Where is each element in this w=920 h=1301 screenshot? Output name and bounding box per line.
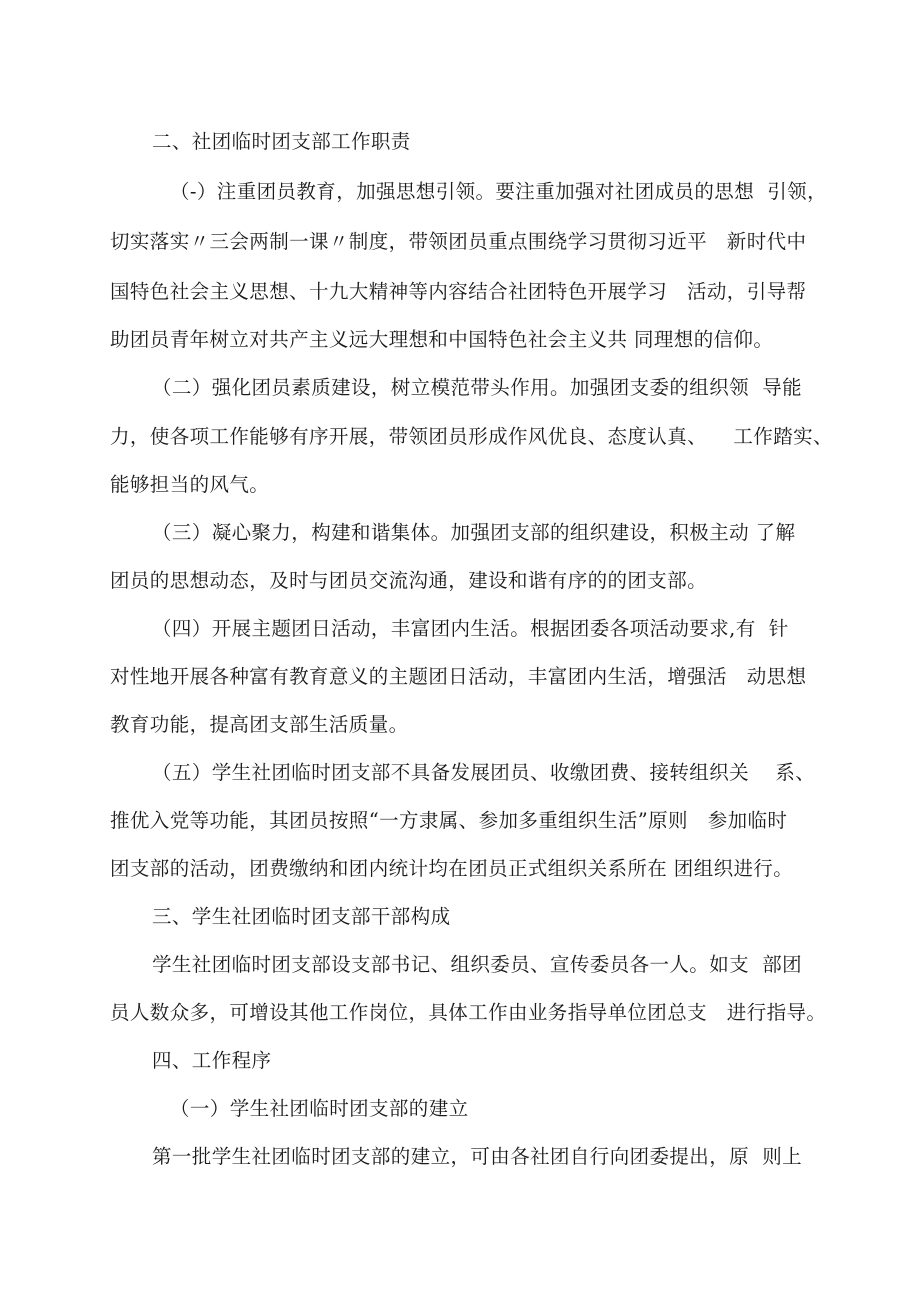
section-heading: 三、学生社团临时团支部干部构成 — [152, 905, 451, 928]
paragraph-line: 能够担当的风气。 — [110, 473, 270, 496]
paragraph-line: 力，使各项工作能够有序开展，带领团员形成作风优良、态度认真、 工作踏实、 — [110, 425, 833, 448]
section-heading: 二、社团临时团支部工作职责 — [152, 130, 411, 153]
paragraph-line: 学生社团临时团支部设支部书记、组织委员、宣传委员各一人。如支 部团 — [152, 953, 802, 976]
paragraph-line: 团支部的活动，团费缴纳和团内统计均在团员正式组织关系所在 团组织进行。 — [110, 857, 794, 880]
paragraph-line: （五）学生社团临时团支部不具备发展团员、收缴团费、接转组织关 系、 — [152, 761, 816, 784]
paragraph-line: 团员的思想动态，及时与团员交流沟通，建设和谐有序的的团支部。 — [110, 569, 708, 592]
paragraph-line: 教育功能，提高团支部生活质量。 — [110, 713, 409, 736]
paragraph-line: 第一批学生社团临时团支部的建立，可由各社团自行向团委提出，原 则上 — [152, 1145, 802, 1168]
paragraph-line: （四）开展主题团日活动，丰富团内生活。根据团委各项活动要求,有 针 — [152, 617, 789, 640]
paragraph-line: 对性地开展各种富有教育意义的主题团日活动，丰富团内生活，增强活 动思想 — [110, 665, 807, 688]
section-heading: 四、工作程序 — [152, 1049, 272, 1072]
paragraph-line: （三）凝心聚力，构建和谐集体。加强团支部的组织建设，积极主动 了解 — [152, 521, 796, 544]
paragraph-line: （二）强化团员素质建设，树立模范带头作用。加强团支委的组织领 导能 — [152, 376, 802, 399]
paragraph-line: 助团员青年树立对共产主义远大理想和中国特色社会主义共 同理想的信仰。 — [110, 328, 774, 351]
paragraph-line: （-）注重团员教育，加强思想引领。要注重加强对社团成员的思想 引领， — [170, 180, 827, 203]
subsection-heading: （一）学生社团临时团支部的建立 — [170, 1097, 469, 1120]
paragraph-line: 员人数众多，可增设其他工作岗位，具体工作由业务指导单位团总支 进行指导。 — [110, 1001, 827, 1024]
paragraph-line: 国特色社会主义思想、十九大精神等内容结合社团特色开展学习 活动，引导帮 — [110, 280, 807, 303]
paragraph-line: 推优入党等功能，其团员按照“一方隶属、参加多重组织生活”原则 参加临时 — [110, 809, 788, 832]
paragraph-line: 切实落实〃三会两制一课〃制度，带领团员重点围绕学习贯彻习近平 新时代中 — [110, 230, 807, 253]
